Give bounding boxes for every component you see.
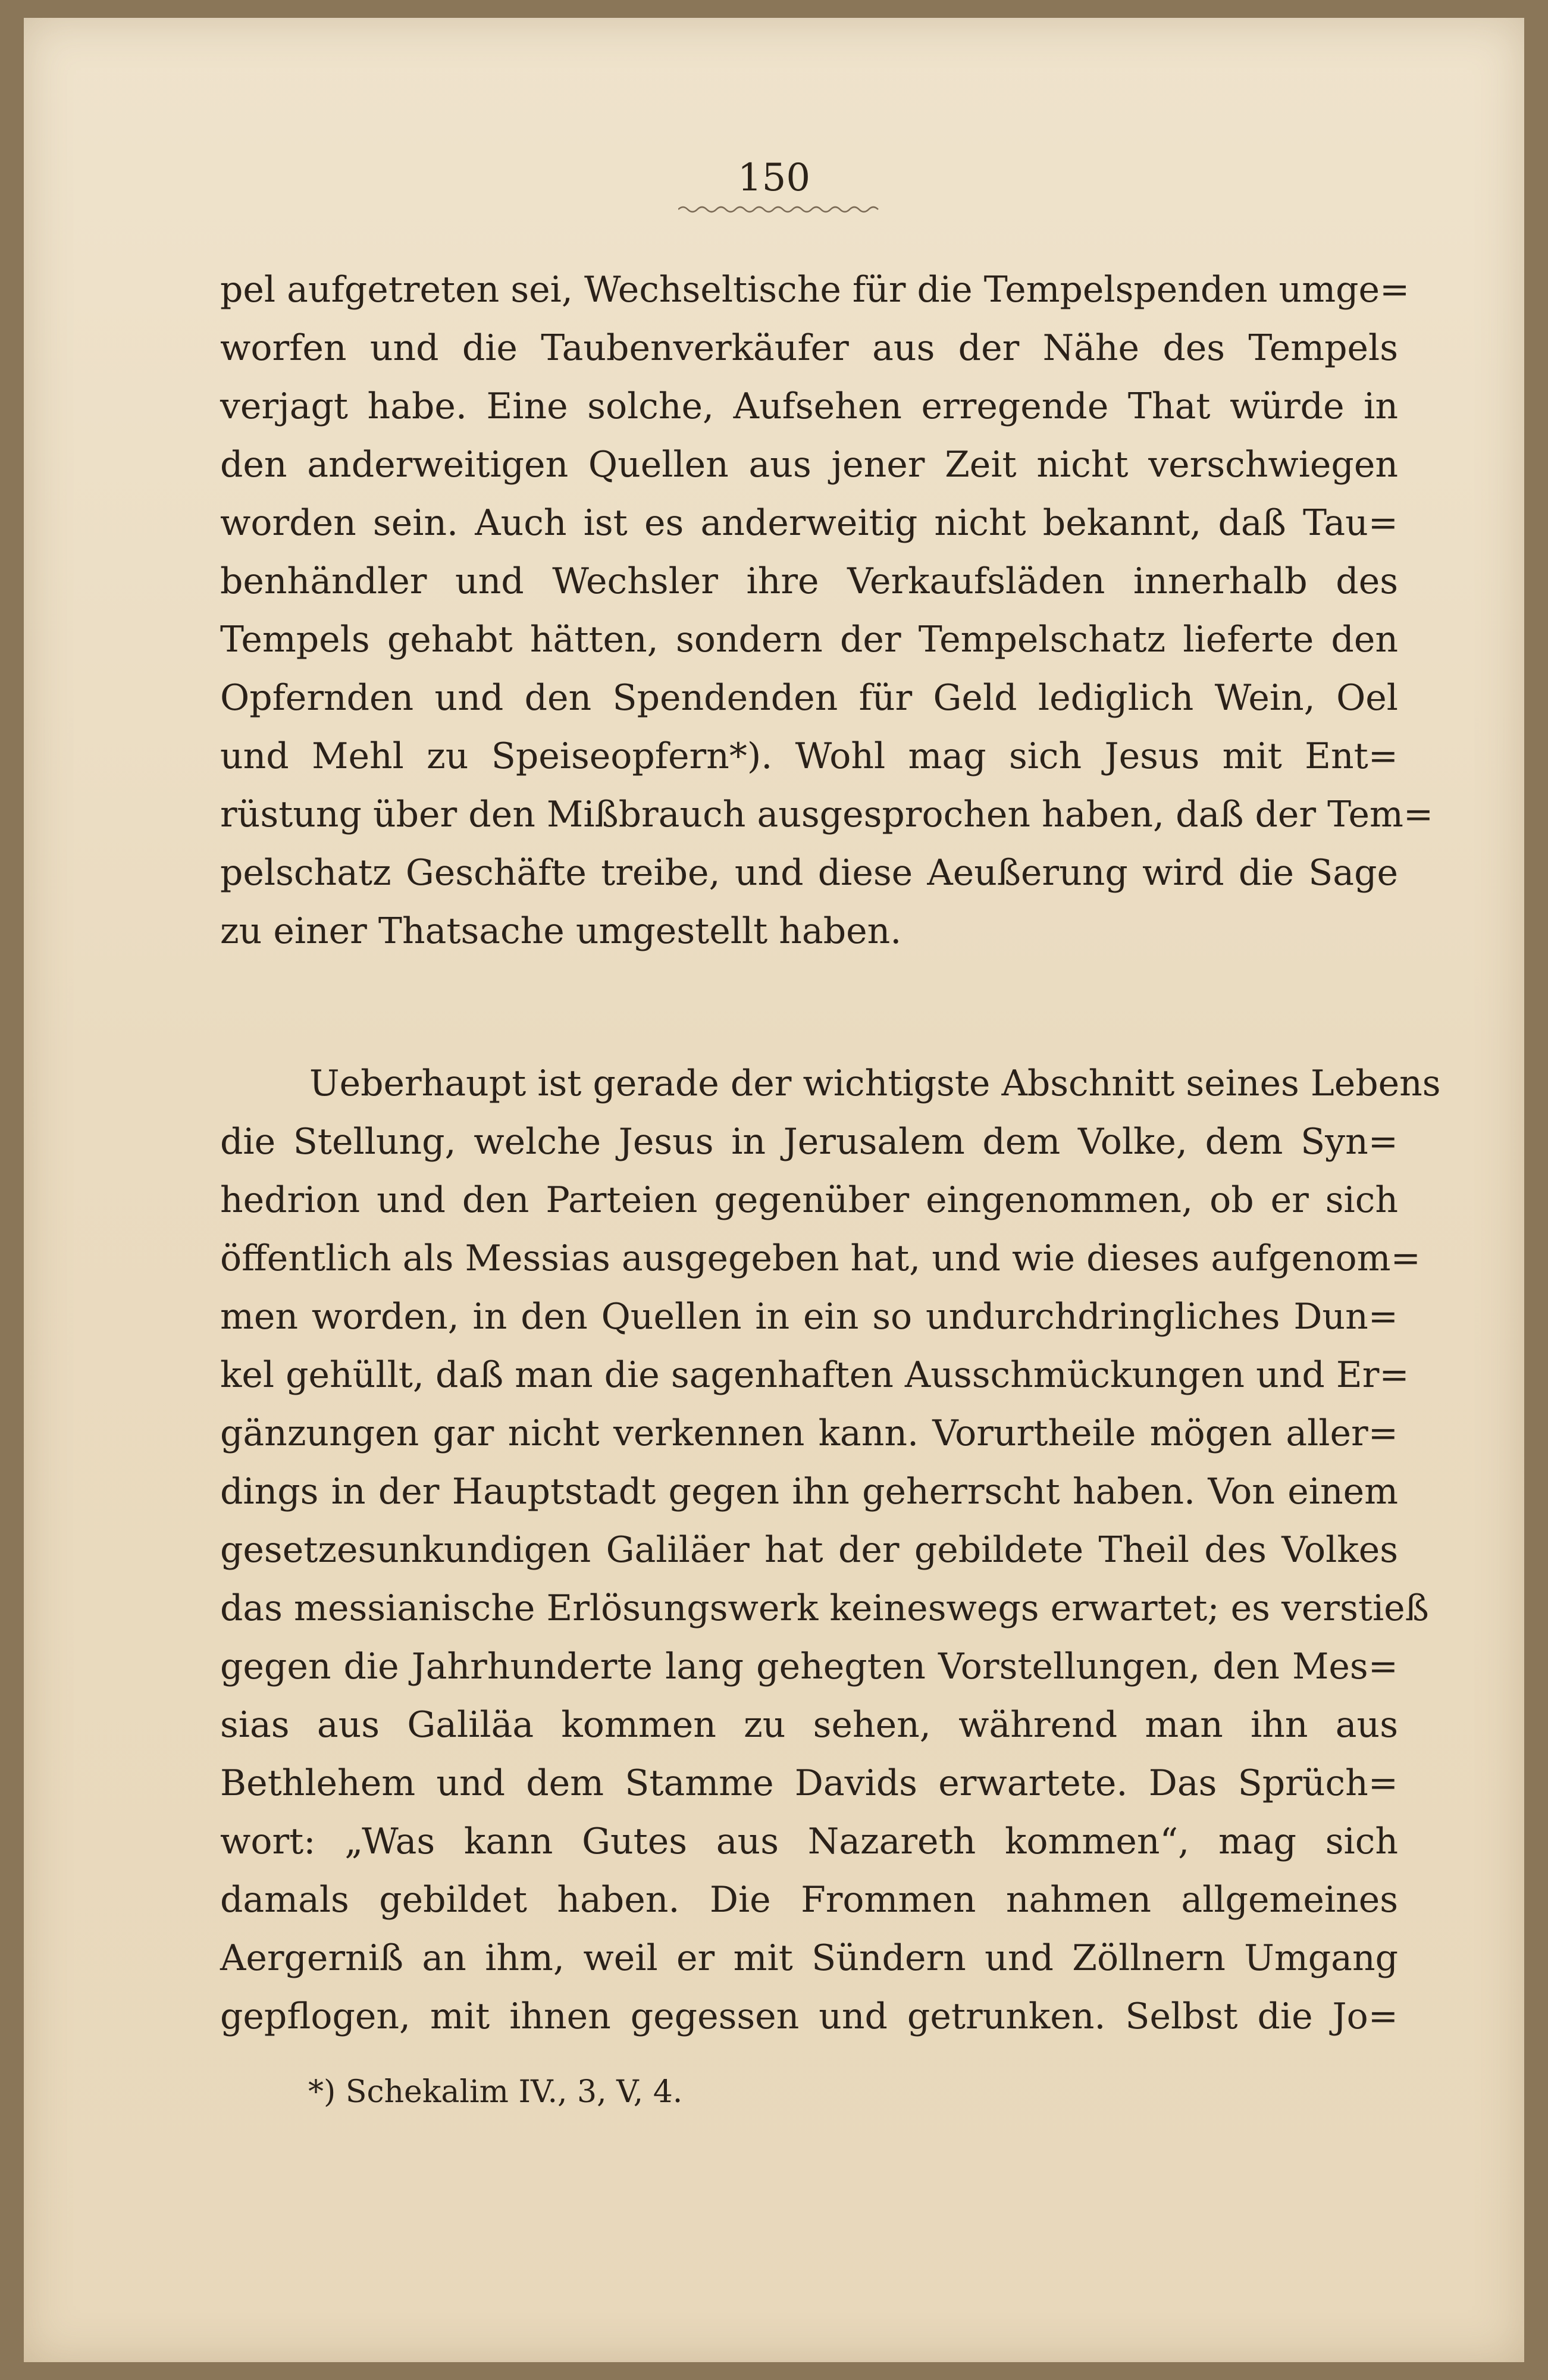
text-line: gesetzesunkundigen Galiläer hat der gebildete Theil des Volkes (220, 1529, 1398, 1571)
text-line: Tempels gehabt hätten, sondern der Tempelschatz lieferte den (220, 619, 1398, 660)
paragraph (220, 1054, 1441, 2046)
text-line: worfen und die Taubenverkäufer aus der Nähe des Tempels (220, 327, 1398, 369)
text-line: Aergerniß an ihm, weil er mit Sündern und Zöllnern Umgang (220, 1937, 1398, 1979)
decorative-rule (678, 203, 880, 215)
book-page (24, 18, 1524, 2362)
paragraph-gap (220, 960, 1398, 1054)
text-line: Ueberhaupt ist gerade der wichtigste Abschnitt seines Lebens (309, 1063, 1441, 1104)
text-line: hedrion und den Parteien gegenüber eingenommen, ob er sich (220, 1179, 1398, 1221)
text-line: men worden, in den Quellen in ein so undurchdringliches Dun= (220, 1296, 1398, 1338)
text-line: dings in der Hauptstadt gegen ihn geherrscht haben. Von einem (220, 1471, 1398, 1512)
text-line: kel gehüllt, daß man die sagenhaften Ausschmückungen und Er= (220, 1354, 1409, 1396)
text-line: pelschatz Geschäfte treibe, und diese Aeußerung wird die Sage (220, 852, 1398, 894)
text-line: gänzungen gar nicht verkennen kann. Vorurtheile mögen aller= (220, 1413, 1398, 1454)
text-line: damals gebildet haben. Die Frommen nahmen allgemeines (220, 1879, 1398, 1921)
text-line: Bethlehem und dem Stamme Davids erwartete. Das Sprüch= (220, 1762, 1398, 1804)
text-line: rüstung über den Mißbrauch ausgesprochen haben, daß der Tem= (220, 794, 1434, 835)
paragraph (220, 261, 1434, 960)
body-text (220, 261, 1441, 2046)
text-line: pel aufgetreten sei, Wechseltische für die Tempelspenden umge= (220, 269, 1410, 311)
footnote: *) Schekalim IV., 3, V, 4. (308, 2074, 683, 2110)
text-line: verjagt habe. Eine solche, Aufsehen erregende That würde in (220, 386, 1398, 427)
text-line: benhändler und Wechsler ihre Verkaufsläden innerhalb des (220, 560, 1398, 602)
text-line: zu einer Thatsache umgestellt haben. (220, 910, 902, 952)
text-line: Opfernden und den Spendenden für Geld lediglich Wein, Oel (220, 677, 1398, 719)
text-line: sias aus Galiläa kommen zu sehen, während man ihn aus (220, 1704, 1398, 1746)
text-line: die Stellung, welche Jesus in Jerusalem dem Volke, dem Syn= (220, 1121, 1398, 1163)
text-line: wort: „Was kann Gutes aus Nazareth kommen“, mag sich (220, 1821, 1398, 1862)
text-line: worden sein. Auch ist es anderweitig nicht bekannt, daß Tau= (220, 502, 1398, 544)
text-line: gegen die Jahrhunderte lang gehegten Vorstellungen, den Mes= (220, 1646, 1398, 1687)
text-line: den anderweitigen Quellen aus jener Zeit nicht verschwiegen (220, 444, 1398, 486)
text-line: öffentlich als Messias ausgegeben hat, und wie dieses aufgenom= (220, 1238, 1421, 1279)
text-line: das messianische Erlösungswerk keineswegs erwartet; es verstieß (220, 1587, 1429, 1629)
text-line: und Mehl zu Speiseopfern*). Wohl mag sich Jesus mit Ent= (220, 735, 1398, 777)
text-line: gepflogen, mit ihnen gegessen und getrunken. Selbst die Jo= (220, 1996, 1398, 2037)
page-number: 150 (737, 156, 811, 200)
